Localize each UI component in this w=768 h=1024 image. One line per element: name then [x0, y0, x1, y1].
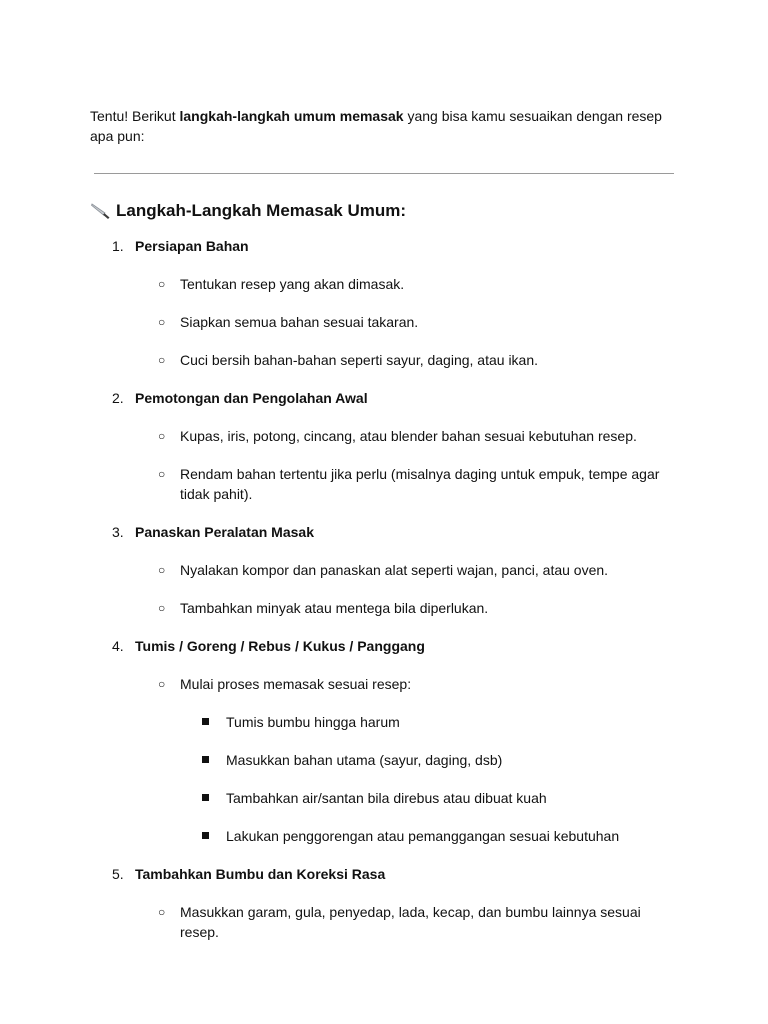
circle-bullet-icon: ○	[158, 277, 166, 291]
section-title: Langkah-Langkah Memasak Umum:	[116, 201, 407, 220]
list-item-text: Tentukan resep yang akan dimasak.	[180, 276, 405, 292]
list-item	[90, 560, 680, 580]
list-item	[90, 674, 680, 694]
step-title-text: Panaskan Peralatan Masak	[135, 524, 314, 540]
list-item-step	[90, 864, 680, 942]
step-title-text: Tumis / Goreng / Rebus / Kukus / Panggang	[135, 638, 425, 654]
sub-list	[90, 560, 680, 618]
nested-list-item	[90, 750, 680, 770]
section-heading	[90, 201, 680, 221]
document-body	[90, 106, 680, 942]
step-title	[90, 236, 680, 256]
step-title-text: Pemotongan dan Pengolahan Awal	[135, 390, 368, 406]
nested-list-item	[90, 712, 680, 732]
horizontal-divider	[94, 173, 674, 174]
list-item-step	[90, 636, 680, 846]
circle-bullet-icon: ○	[158, 353, 166, 367]
intro-bold-text: langkah-langkah umum memasak	[179, 108, 404, 124]
circle-bullet-icon: ○	[158, 601, 166, 615]
sub-list	[90, 902, 680, 942]
square-bullet-icon	[202, 718, 209, 725]
square-bullet-icon	[202, 794, 209, 801]
nested-list-item-text: Masukkan bahan utama (sayur, daging, dsb)	[226, 752, 503, 768]
knife-icon	[90, 202, 112, 220]
nested-list-item-text: Tumis bumbu hingga harum	[226, 714, 400, 730]
step-title	[90, 522, 680, 542]
circle-bullet-icon: ○	[158, 677, 166, 691]
list-item	[90, 598, 680, 618]
steps-list	[90, 236, 680, 942]
nested-list-item-text: Lakukan penggorengan atau pemanggangan sesuai kebutuhan	[226, 828, 620, 844]
circle-bullet-icon: ○	[158, 563, 166, 577]
list-item-text: Kupas, iris, potong, cincang, atau blender bahan sesuai kebutuhan resep.	[180, 428, 637, 444]
list-item	[90, 426, 680, 446]
intro-paragraph	[90, 106, 680, 146]
circle-bullet-icon: ○	[158, 467, 166, 481]
list-item	[90, 274, 680, 294]
list-item-text: Cuci bersih bahan-bahan seperti sayur, daging, atau ikan.	[180, 352, 539, 368]
circle-bullet-icon: ○	[158, 905, 166, 919]
nested-list-item	[90, 788, 680, 808]
sub-list	[90, 674, 680, 694]
step-title	[90, 636, 680, 656]
circle-bullet-icon: ○	[158, 429, 166, 443]
intro-text: Tentu! Berikut	[90, 108, 180, 124]
list-item-text: Nyalakan kompor dan panaskan alat seperti wajan, panci, atau oven.	[180, 562, 609, 578]
square-bullet-icon	[202, 832, 209, 839]
list-item	[90, 350, 680, 370]
list-item-text: Rendam bahan tertentu jika perlu (misalnya daging untuk empuk, tempe agar tidak pahit).	[180, 466, 660, 502]
step-number: 5.	[112, 866, 124, 882]
list-item-step	[90, 522, 680, 618]
square-bullet-icon	[202, 756, 209, 763]
step-number: 2.	[112, 390, 124, 406]
list-item-text: Mulai proses memasak sesuai resep:	[180, 676, 412, 692]
list-item-text: Masukkan garam, gula, penyedap, lada, kecap, dan bumbu lainnya sesuai resep.	[180, 904, 641, 940]
step-title-text: Tambahkan Bumbu dan Koreksi Rasa	[135, 866, 386, 882]
nested-sub-list	[90, 712, 680, 846]
list-item	[90, 464, 680, 504]
sub-list	[90, 274, 680, 370]
nested-list-item-text: Tambahkan air/santan bila direbus atau dibuat kuah	[226, 790, 547, 806]
sub-list	[90, 426, 680, 504]
step-title	[90, 864, 680, 884]
intro-text-end: yang bisa kamu sesuaikan dengan resep apa pun:	[90, 108, 662, 144]
list-item-step	[90, 388, 680, 504]
list-item-text: Siapkan semua bahan sesuai takaran.	[180, 314, 419, 330]
step-number: 3.	[112, 524, 124, 540]
nested-list-item	[90, 826, 680, 846]
step-number: 1.	[112, 238, 124, 254]
list-item-text: Tambahkan minyak atau mentega bila diperlukan.	[180, 600, 489, 616]
step-title	[90, 388, 680, 408]
circle-bullet-icon: ○	[158, 315, 166, 329]
list-item	[90, 312, 680, 332]
list-item	[90, 902, 680, 942]
step-number: 4.	[112, 638, 124, 654]
list-item-step	[90, 236, 680, 370]
step-title-text: Persiapan Bahan	[135, 238, 249, 254]
